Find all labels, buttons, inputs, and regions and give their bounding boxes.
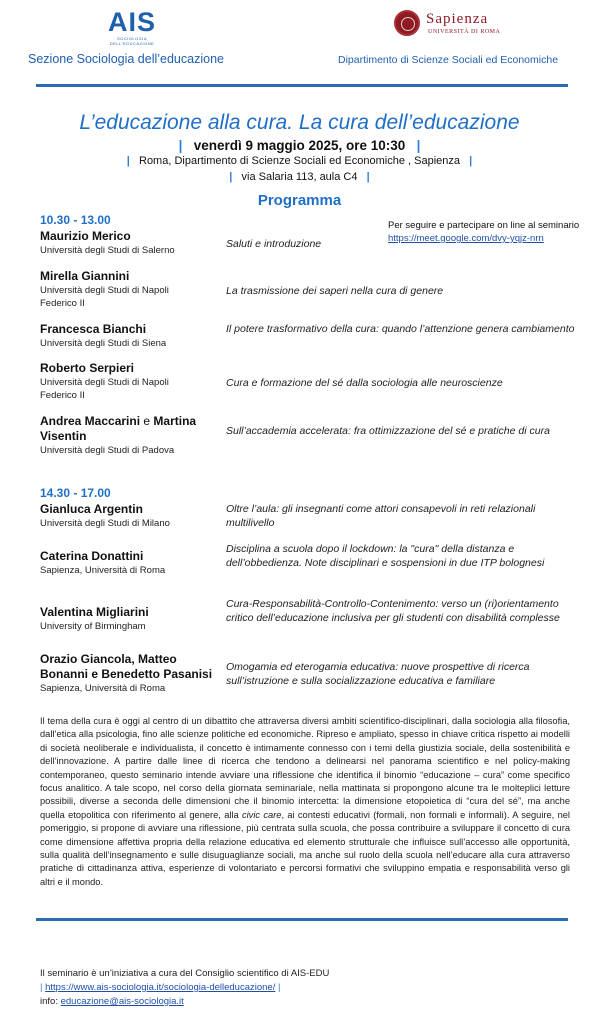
speaker-affiliation: Università degli Studi di Milano [40,518,170,529]
paragraph-italic: civic care [241,809,282,820]
speaker-entry [40,269,169,310]
ais-logo-text: AIS [107,7,156,37]
ais-website-link[interactable]: https://www.ais-sociologia.it/sociologia-delleducazione/ [45,982,276,993]
speaker-name: Orazio Giancola, Matteo [40,652,177,666]
talk-title: Il potere trasformativo della cura: quando l’attenzione genera cambiamento [226,323,575,335]
speaker-name [40,414,196,429]
talk-title: Sull’accademia accelerata: fra ottimizzazione del sé e pratiche di cura [226,425,550,437]
sapienza-logo-name: Sapienza [426,11,489,27]
event-title: L’educazione alla cura. La cura dell’educazione [79,111,520,134]
footer-info-line [40,996,184,1007]
speaker-entry [40,652,212,695]
afternoon-slot: 14.30 - 17.00 [40,486,111,500]
speaker-affiliation: Federico II [40,390,85,401]
pipe-separator: | [277,982,281,993]
talk-title: Cura e formazione del sé dalla sociologia alle neuroscienze [226,377,503,389]
online-info: Per seguire e partecipare on line al seminario [388,220,580,231]
pipe-separator: | [366,171,370,183]
speaker-name-b: Martina [153,414,197,428]
speaker-name: Gianluca Argentin [40,502,143,516]
event-place-line [0,155,599,167]
pipe-separator: | [416,138,421,153]
event-place: Roma, Dipartimento di Scienze Sociali ed Economiche , Sapienza [139,155,460,167]
programma-heading: Programma [257,192,342,209]
pipe-separator: | [469,155,473,167]
talk-title: Omogamia ed eterogamia educativa: nuove prospettive di ricerca sull’istruzione e sulla socializzazione educativa e familiare [226,661,530,687]
speaker-name-a: Andrea Maccarini [40,414,141,428]
speaker-entry [40,229,175,257]
sapienza-logo-sub: UNIVERSITÀ DI ROMA [428,29,501,35]
event-address-line [0,171,599,183]
speaker-name: Francesca Bianchi [40,322,147,336]
speaker-name: Valentina Migliarini [40,605,149,619]
talk-title: Cura-Responsabilità-Controllo-Contenimento: verso un (ri)orientamento critico dell’educazione inclusiva per gli studenti con disabilità complesse [226,598,560,624]
paragraph-part-2: , ai contesti educativi (formali, non formali e informali). A seguire, nel pomeriggio, si propone di avviare una riflessione, più centrata sulla scuola, che possa contribuire a sviluppare il concetto di cura come dimensione affettiva propria della relazione educativa ed elemento strutturale che influisce sull’accesso alle opportunità, sulla qualità dell’insegnamento e sulle disuguaglianze sociali, ma anche sul ruolo della scuola nell’educare alla cura attraverso pratiche di cittadinanza attiva, esperienze di volontariato e percorsi formativi che sviluppino empatia e responsabilità verso gli altri e il mondo. [40,809,570,887]
bottom-divider [36,918,568,921]
talk-title: Disciplina a scuola dopo il lockdown: la "cura" della distanza e dell’obbedienza. Note disciplinari e sospensioni in due ITP bolognesi [226,543,545,569]
speaker-affiliation: Università degli Studi di Padova [40,445,175,456]
speaker-entry [40,322,166,350]
event-date: venerdì 9 maggio 2025, ore 10:30 [193,138,406,153]
speaker-affiliation: Università degli Studi di Napoli [40,377,169,388]
speaker-name-c: Visentin [40,429,87,443]
info-label: info: [40,996,58,1007]
speaker-affiliation: Federico II [40,298,85,309]
speaker-join: e [143,414,151,428]
speaker-affiliation: Università degli Studi di Napoli [40,285,169,296]
speaker-entry [40,361,169,402]
speaker-entry [40,414,196,457]
speaker-name: Mirella Giannini [40,269,130,283]
department-label: Dipartimento di Scienze Sociali ed Economiche [338,54,559,66]
speaker-affiliation: Università degli Studi di Salerno [40,245,175,256]
footer-initiative: Il seminario è un’iniziativa a cura del Consiglio scientifico di AIS-EDU [40,968,330,979]
pipe-separator: | [126,155,130,167]
talk-title: Saluti e introduzione [226,238,322,250]
paragraph-part-1: Il tema della cura è oggi al centro di un dibattito che attraversa diversi ambiti scientifico-disciplinari, dalla sociologia alla filosofia, dall’etica alla psicologia, fino alle scienze politiche ed economiche. Ripreso e ampliato, spesso in chiave critica rispetto ai modelli di società neoliberale e individualista, il concetto è intimamente connesso con i temi della giustizia sociale, della sostenibilità e dell’innovazione. A partire dalle linee di ricerca che tendono a delinearsi nel panorama scientifico e nel policy-making contemporaneo, questo seminario intende avviare una riflessione che identifica il binomio “educazione – cura” come specifico focus analitico. A tale scopo, nel corso della giornata seminariale, nella mattinata si propongono alcune tra le molteplici letture possibili, diverse a seconda delle dimensioni che il binomio intercetta: la dimensione etopoietica di “cura del sé”, ma anche quella etopolitica con riferimento al genere, alla [40,716,570,820]
morning-slot: 10.30 - 13.00 [40,213,111,227]
pipe-separator: | [40,982,43,993]
speaker-name: Maurizio Merico [40,229,131,243]
speaker-affiliation: Università degli Studi di Siena [40,338,167,349]
pipe-separator: | [178,138,183,153]
speaker-entry [40,605,149,633]
sapienza-seal-icon [394,10,420,36]
speaker-name: Roberto Serpieri [40,361,135,375]
event-date-line [0,138,599,153]
ais-logo [102,8,162,46]
talk-title: La trasmissione dei saperi nella cura di genere [226,285,444,297]
top-divider [36,84,568,87]
ais-section-label: Sezione Sociologia dell’educazione [28,52,224,66]
pipe-separator: | [229,171,233,183]
talk-title: Oltre l’aula: gli insegnanti come attori consapevoli in reti relazionali multilivello [226,503,536,529]
description-paragraph [40,715,570,889]
speaker-name-2: Bonanni e Benedetto Pasanisi [40,667,213,681]
event-address: via Salaria 113, aula C4 [241,171,358,183]
speaker-affiliation: University of Birmingham [40,621,146,632]
speaker-name: Caterina Donattini [40,549,144,563]
meet-link[interactable]: https://meet.google.com/dvy-yqjz-nrn [388,233,544,244]
speaker-affiliation: Sapienza, Università di Roma [40,683,166,694]
speaker-entry [40,549,165,577]
speaker-affiliation: Sapienza, Università di Roma [40,565,166,576]
footer-url-line [40,982,280,993]
speaker-entry [40,502,170,530]
ais-logo-subtitle: SOCIOLOGIA DELL'EDUCAZIONE [109,36,155,46]
email-link[interactable]: educazione@ais-sociologia.it [60,996,184,1007]
